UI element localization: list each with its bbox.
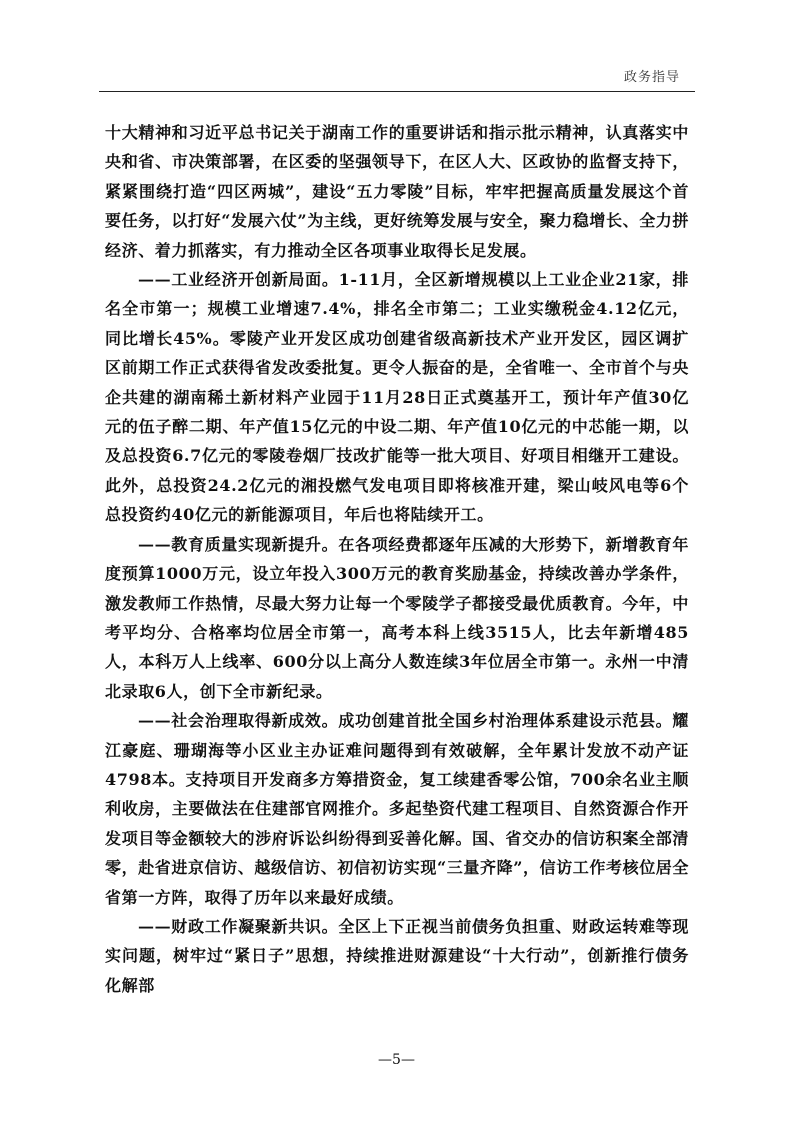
paragraph-social-governance: ——社会治理取得新成效。成功创建首批全国乡村治理体系建设示范县。耀江豪庭、珊瑚海等小区业主办证难问题得到有效破解，全年累计发放不动产证4798本。支持项目开发商多方筹措资金，复工续建香零公馆，700余名业主顺利收房，主要做法在住建部官网推介。多起垫资代建工程项目、自然资源合作开发项目等金额较大的涉府诉讼纠纷得到妥善化解。国、省交办的信访积案全部清零，赴省进京信访、越级信访、初信初访实现“三量齐降”，信访工作考核位居全省第一方阵，取得了历年以来最好成绩。 bbox=[105, 711, 690, 907]
paragraph-continuation: 十大精神和习近平总书记关于湖南工作的重要讲话和指示批示精神，认真落实中央和省、市决策部署，在区委的坚强领导下，在区人大、区政协的监督支持下，紧紧围绕打造“四区两城”，建设“五力零陵”目标，牢牢把握高质量发展这个首要任务，以打好“发展六仗”为主线，更好统筹发展与安全，聚力稳增长、全力拼经济、着力抓落实，有力推动全区各项事业取得长足发展。 bbox=[105, 123, 690, 260]
paragraph-industrial-economy: ——工业经济开创新局面。1-11月，全区新增规模以上工业企业21家，排名全市第一；规模工业增速7.4%，排名全市第二；工业实缴税金4.12亿元，同比增长45%。零陵产业开发区成功创建省级高新技术产业开发区，园区调扩区前期工作正式获得省发改委批复。更令人振奋的是，全省唯一、全市首个与央企共建的湖南稀土新材料产业园于11月28日正式奠基开工，预计年产值30亿元的伍子醉二期、年产值15亿元的中设二期、年产值10亿元的中芯能一期，以及总投资6.7亿元的零陵卷烟厂技改扩能等一批大项目、好项目相继开工建设。此外，总投资24.2亿元的湘投燃气发电项目即将核准开建，梁山岐风电等6个总投资约40亿元的新能源项目，年后也将陆续开工。 bbox=[105, 270, 689, 525]
header-section-label: 政务指导 bbox=[623, 70, 680, 85]
document-body bbox=[105, 118, 689, 1000]
header-divider bbox=[99, 91, 695, 92]
page-number: —5— bbox=[378, 1052, 415, 1068]
paragraph-fiscal-work: ——财政工作凝聚新共识。全区上下正视当前债务负担重、财政运转难等现实问题，树牢过“紧日子”思想，持续推进财源建设“十大行动”，创新推行债务化解部 bbox=[105, 916, 689, 995]
paragraph-education-quality: ——教育质量实现新提升。在各项经费都逐年压减的大形势下，新增教育年度预算1000万元，设立年投入300万元的教育奖励基金，持续改善办学条件，激发教师工作热情，尽最大努力让每一个零陵学子都接受最优质教育。今年，中考平均分、合格率均位居全市第一，高考本科上线3515人，比去年新增485人，本科万人上线率、600分以上高分人数连续3年位居全市第一。永州一中清北录取6人，创下全市新纪录。 bbox=[105, 534, 689, 701]
